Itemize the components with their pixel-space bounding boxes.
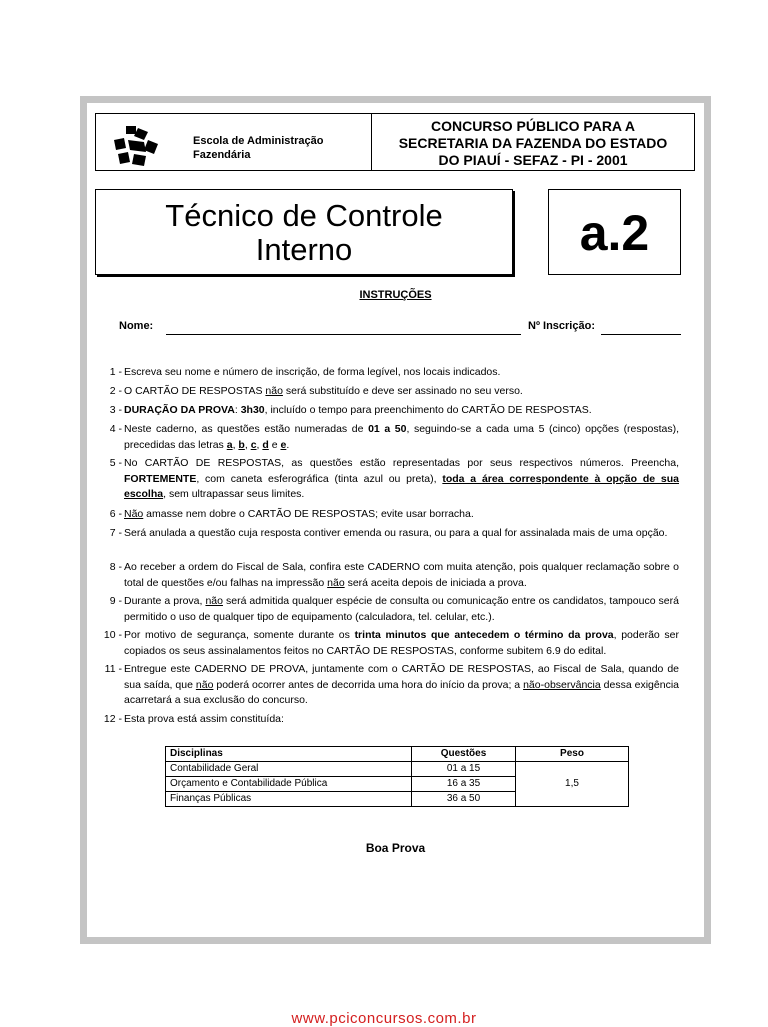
position-title-line-1: Técnico de Controle — [165, 198, 443, 233]
item-number: 9 - — [109, 595, 122, 607]
underlined-text: não — [195, 678, 214, 691]
item-text — [124, 662, 679, 709]
text-part: O CARTÃO DE RESPOSTAS — [124, 385, 266, 397]
bold-text: 01 a 50 — [368, 423, 407, 435]
text-part: , poderão ser copiados os seus assinalamentos feitos no CARTÃO DE RESPOSTAS, conforme subitem 6.9 do edital. — [124, 629, 680, 657]
contest-line-2: SECRETARIA DA FAZENDA DO ESTADO — [398, 135, 668, 151]
instructions-heading: INSTRUÇÕES — [359, 289, 432, 301]
underlined-text: não — [265, 385, 283, 397]
item-text — [124, 456, 679, 503]
text-part: será admitida qualquer espécie de consulta ou comunicação entre os candidatos, tampouco será permitido o uso de qualquer tipo de equipamento (calculadora, tel. celular, etc.). — [124, 595, 679, 623]
item-number: 3 - — [109, 404, 122, 416]
item-text — [124, 507, 679, 523]
bold-underlined-text: toda a área correspondente à opção de sua escolha — [124, 472, 679, 500]
table-header-row — [166, 747, 629, 762]
item-number: 7 - — [109, 527, 122, 539]
item-text — [124, 403, 679, 419]
contest-title — [372, 114, 694, 170]
inscricao-line[interactable] — [601, 334, 681, 335]
text-part: . — [286, 438, 290, 451]
text-part: , incluído o tempo para preenchimento do CARTÃO DE RESPOSTAS. — [264, 404, 592, 416]
header-disciplinas: Disciplinas — [166, 747, 412, 762]
underlined-text: não — [327, 576, 345, 589]
subject-name: Contabilidade Geral — [166, 762, 412, 777]
text-part: será substituído e deve ser assinado no seu verso. — [282, 385, 523, 397]
text-part: Esta prova está assim constituída: — [124, 713, 284, 725]
item-number: 4 - — [109, 423, 122, 435]
subject-weight: 1,5 — [516, 762, 629, 807]
text-part: Neste caderno, as questões estão numeradas de — [124, 423, 369, 435]
item-text — [124, 628, 679, 659]
text-part: Por motivo de segurança, somente durante os — [124, 629, 355, 641]
subjects-table — [165, 746, 629, 807]
item-number: 1 - — [109, 366, 122, 378]
item-text — [124, 594, 679, 625]
school-cell — [96, 114, 372, 170]
subject-questions: 16 a 35 — [412, 777, 516, 792]
school-name — [193, 134, 323, 162]
closing-text: Boa Prova — [365, 841, 426, 855]
letter-e: e — [280, 438, 287, 451]
item-text: Neste caderno, as questões estão numeradas de 01 a 50, seguindo-se a cada uma 5 (cinco) opções (respostas), precedidas das letras a, b, c, d e e. — [124, 423, 679, 451]
text-part: , com caneta esferográfica (tinta azul ou preta), — [196, 472, 443, 485]
name-label: Nome: — [119, 320, 154, 332]
item-text — [124, 560, 679, 591]
text-part: poderá ocorrer antes de decorrida uma hora do início da prova; a — [213, 678, 524, 691]
letter-d: d — [262, 438, 269, 451]
name-line[interactable] — [166, 334, 521, 335]
contest-line-1: CONCURSO PÚBLICO PARA A — [430, 118, 636, 134]
item-number: 12 - — [103, 713, 122, 725]
footer-url[interactable]: www.pciconcursos.com.br — [291, 1010, 477, 1027]
item-text — [124, 365, 679, 381]
exam-cover-page — [87, 103, 704, 937]
item-number: 6 - — [109, 508, 122, 520]
subject-name: Orçamento e Contabilidade Pública — [166, 777, 412, 792]
subject-questions: 01 a 15 — [412, 762, 516, 777]
text-part: : — [234, 404, 241, 416]
text-part: No CARTÃO DE RESPOSTAS, as questões estão representadas por seus respectivos números. Preencha, — [124, 457, 679, 469]
header-box — [95, 113, 695, 171]
underlined-text: Não — [124, 508, 144, 520]
bold-text: trinta minutos que antecedem o término da prova — [354, 629, 614, 641]
esaf-logo-icon — [114, 126, 160, 166]
item-text — [124, 384, 679, 400]
text-part: Será anulada a questão cuja resposta contiver emenda ou rasura, ou para a qual for assinalada mais de uma opção. — [124, 527, 668, 539]
bold-text: 3h30 — [240, 404, 265, 416]
text-part: , sem ultrapassar seus limites. — [163, 488, 305, 500]
text-part: dessa exigência acarretará a sua exclusão do concurso. — [124, 678, 679, 706]
text-part: Ao receber a ordem do Fiscal de Sala, confira este CADERNO com muita atenção, pois qualquer reclamação sobre o total de questões e/ou falhas na impressão — [124, 561, 679, 589]
text-part: Durante a prova, — [124, 595, 206, 607]
school-line-2: Fazendária — [193, 149, 251, 161]
item-number: 5 - — [109, 457, 122, 469]
text-part: Entregue este CADERNO DE PROVA, juntamente com o CARTÃO DE RESPOSTAS, ao Fiscal de Sala, quando de sua saída, que — [124, 663, 679, 691]
school-line-1: Escola de Administração — [193, 135, 324, 147]
letter-c: c — [250, 438, 257, 451]
text-part: e — [268, 438, 281, 451]
page-frame — [80, 96, 711, 944]
position-title-box — [95, 189, 513, 275]
text-part: será aceita depois de iniciada a prova. — [344, 576, 527, 589]
underlined-text: não-observância — [523, 678, 601, 691]
exam-code-box: a.2 — [548, 189, 681, 275]
text-part: Escreva seu nome e número de inscrição, de forma legível, nos locais indicados. — [124, 366, 501, 378]
bold-text: FORTEMENTE — [124, 472, 197, 485]
underlined-text: não — [205, 595, 223, 607]
contest-line-3: DO PIAUÍ - SEFAZ - PI - 2001 — [438, 152, 628, 168]
item-number: 8 - — [109, 561, 122, 573]
header-peso: Peso — [516, 747, 629, 762]
text-part: amasse nem dobre o CARTÃO DE RESPOSTAS; evite usar borracha. — [143, 508, 474, 520]
item-number: 10 - — [103, 629, 122, 641]
header-questoes: Questões — [412, 747, 516, 762]
text-part: , seguindo-se a cada uma 5 (cinco) opções (respostas), precedidas das letras — [124, 423, 679, 451]
item-text — [124, 526, 679, 542]
letter-a: a — [226, 438, 233, 451]
subject-questions: 36 a 50 — [412, 792, 516, 807]
subject-name: Finanças Públicas — [166, 792, 412, 807]
inscricao-label: Nº Inscrição: — [528, 320, 595, 332]
item-number: 11 - — [104, 663, 122, 675]
position-title-line-2: Interno — [255, 232, 353, 267]
letter-b: b — [238, 438, 245, 451]
bold-text: DURAÇÃO DA PROVA — [124, 404, 235, 416]
table-row — [166, 762, 629, 777]
item-text — [124, 712, 679, 728]
item-number: 2 - — [109, 385, 122, 397]
